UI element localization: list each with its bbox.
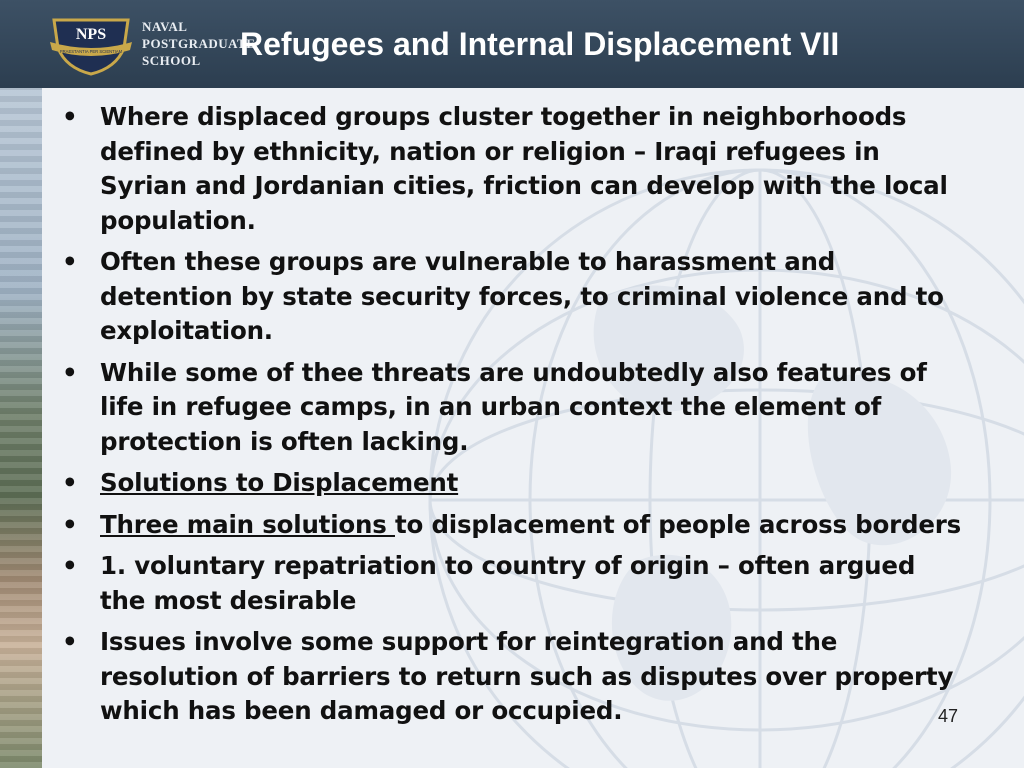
school-name: [142, 18, 255, 69]
logo-badge-text: NPS: [75, 26, 107, 43]
bullet-text: Issues involve some support for reintegration and the resolution of barriers to return such as disputes over property which has been damaged or occupied.: [100, 627, 954, 725]
slide-title: Refugees and Internal Displacement VII: [240, 26, 840, 62]
school-name-line: POSTGRADUATE: [142, 36, 256, 51]
bullet-marker: •: [62, 627, 78, 656]
school-name-line: NAVAL: [142, 19, 188, 34]
bullet-item: [58, 356, 968, 460]
logo-motto-text: PRAESTANTIA PER SCIENTIAM: [59, 49, 123, 54]
bullet-marker: •: [62, 357, 78, 387]
bullet-marker: •: [62, 551, 78, 580]
bullet-marker: •: [62, 509, 78, 539]
bullet-text: Where displaced groups cluster together in neighborhoods defined by ethnicity, nation or religion – Iraqi refugees in Syrian and Jordanian cities, friction can develop with the local population.: [100, 102, 948, 235]
bullet-text: to displacement of people across borders: [394, 509, 962, 539]
bullet-item: [58, 100, 968, 238]
bullet-list: [58, 100, 968, 736]
bullet-underlined-text: Solutions to Displacement: [100, 468, 459, 497]
bullet-marker: •: [62, 247, 78, 276]
bullet-item: [58, 625, 968, 729]
bullet-underlined-text: Three main solutions: [100, 509, 395, 539]
page-number: 47: [938, 706, 959, 726]
bullet-text: 1. voluntary repatriation to country of origin – often argued the most desirable: [100, 551, 916, 615]
nps-shield-logo-icon: [46, 14, 136, 76]
bullet-item: [58, 508, 968, 543]
bullet-text: Often these groups are vulnerable to harassment and detention by state security forces, to criminal violence and to exploitation.: [100, 247, 944, 345]
bullet-text: While some of thee threats are undoubtedly also features of life in refugee camps, in an urban context the element of protection is often lacking.: [100, 357, 927, 456]
bullet-item: [58, 245, 968, 349]
school-name-line: SCHOOL: [142, 53, 201, 68]
slide-header: [0, 0, 1024, 88]
bullet-item: [58, 466, 968, 501]
bullet-marker: •: [62, 468, 78, 497]
bullet-marker: •: [62, 102, 78, 131]
bullet-item: [58, 549, 968, 618]
side-photo-strip: [0, 88, 42, 768]
